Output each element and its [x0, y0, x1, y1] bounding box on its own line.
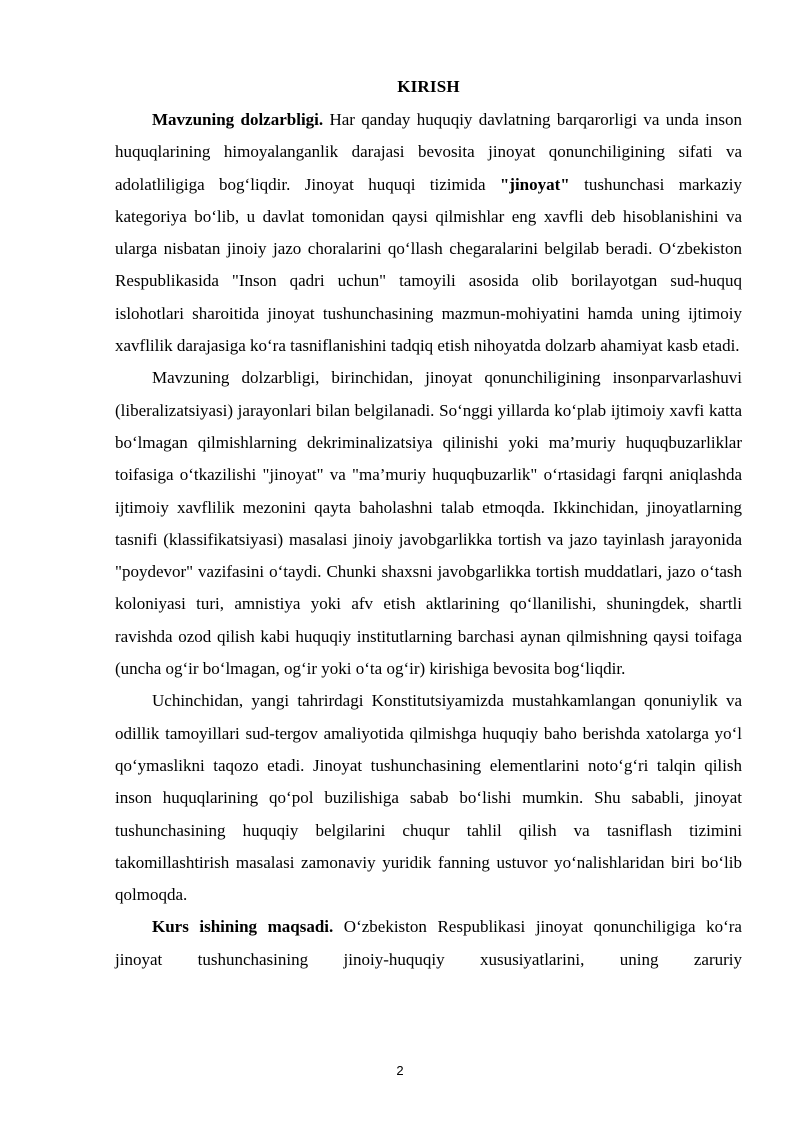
paragraph-relevance: [115, 104, 742, 362]
paragraph-text: tushunchasi markaziy kategoriya bo‘lib, u davlat tomonidan qaysi qilmishlar eng xavfli deb hisoblanishini va ularga nisbatan jinoiy jazo choralarini qo‘llash chegaralarini belgilab beradi. O‘zbekiston Respublikasida "Inson qadri uchun" tamoyili asosida olib borilayotgan sud-huquq islohotlari sharoitida jinoyat tushunchasining mazmun-mohiyatini hamda uning ijtimoiy xavflilik darajasiga ko‘ra tasniflanishini tadqiq etish nihoyatda dolzarb ahamiyat kasb etadi.: [115, 174, 742, 356]
paragraph-third: Uchinchidan, yangi tahrirdagi Konstitutsiyamizda mustahkamlangan qonuniylik va odillik tamoyillari sud-tergov amaliyotida qilmishga huquqiy baho berishda xatolarga yo‘l qo‘ymaslikni taqozo etadi. Jinoyat tushunchasining elementlarini noto‘g‘ri talqin qilish inson huquqlarining qo‘pol buzilishiga sabab bo‘lishi mumkin. Shu sababli, jinoyat tushunchasining huquqiy belgilarini chuqur tahlil qilish va tasniflash tizimini takomillashtirish masalasi zamonaviy yuridik fanning ustuvor yo‘nalishlaridan biri bo‘lib qolmoqda.: [115, 691, 742, 905]
paragraph-text: Har qanday huquqiy davlatning barqarorligi va unda inson huquqlarining himoyalanganlik darajasi bevosita jinoyat qonunchiligining sifati va adolatliligiga bog‘liqdir. Jinoyat huquqi tizimida: [115, 110, 742, 194]
document-page: [115, 72, 742, 976]
page-number: 2: [396, 1063, 404, 1078]
paragraph-lead: Mavzuning dolzarbligi.: [152, 110, 324, 129]
paragraph-text: O‘zbekiston Respublikasi jinoyat qonunchiligiga ko‘ra jinoyat tushunchasining jinoiy-huquqiy xususiyatlarini, uning zaruriy: [115, 917, 742, 969]
paragraph-first-second: Mavzuning dolzarbligi, birinchidan, jinoyat qonunchiligining insonparvarlashuvi (liberalizatsiyasi) jarayonlari bilan belgilanadi. So‘nggi yillarda ko‘plab ijtimoiy xavfi katta bo‘lmagan qilmishlarning dekriminalizatsiya qilinishi yoki ma’muriy huquqbuzarliklar toifasiga o‘tkazilishi "jinoyat" va "ma’muriy huquqbuzarlik" o‘rtasidagi farqni aniqlashda ijtimoiy xavflilik mezonini qayta baholashni talab etmoqda. Ikkinchidan, jinoyatlarning tasnifi (klassifikatsiyasi) masalasi jinoiy javobgarlikka tortish va jazo tayinlash jarayonida "poydevor" vazifasini o‘taydi. Chunki shaxsni javobgarlikka tortish muddatlari, jazo o‘tash koloniyasi turi, amnistiya yoki afv etish aktlarining qo‘llanilishi, shuningdek, shartli ravishda ozod qilish kabi huquqiy institutlarning barchasi aynan qilmishning qaysi toifaga (uncha og‘ir bo‘lmagan, og‘ir yoki o‘ta og‘ir) kirishiga bevosita bog‘liqdir.: [115, 368, 742, 679]
paragraph-goal: [115, 911, 742, 976]
paragraph-lead: Kurs ishining maqsadi.: [152, 917, 334, 937]
bold-term: "jinoyat": [499, 174, 570, 194]
section-heading: KIRISH: [397, 77, 460, 96]
